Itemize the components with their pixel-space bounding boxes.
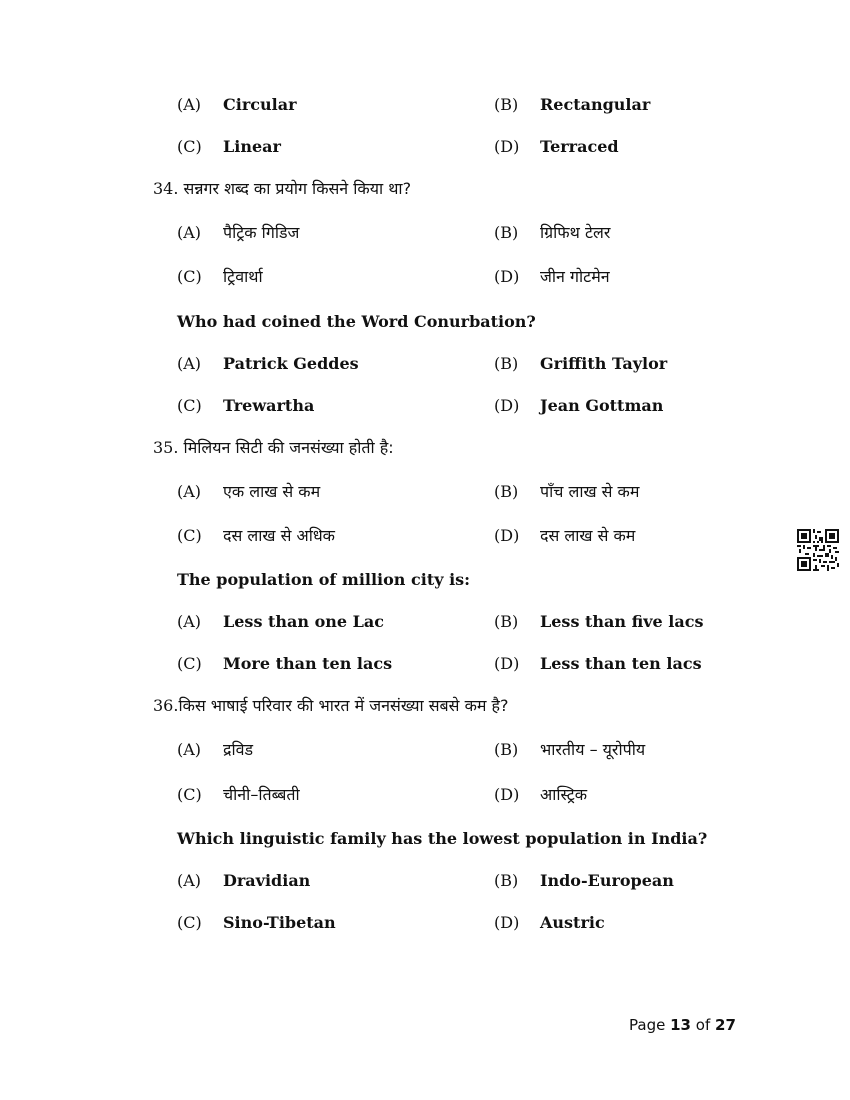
- option-d: [494, 908, 605, 938]
- option-label: (B): [494, 740, 519, 759]
- option-c: [177, 908, 336, 938]
- option-text: ट्रिवार्था: [223, 267, 263, 286]
- options-row: [0, 521, 850, 551]
- option-c: [177, 780, 300, 810]
- option-label: (D): [494, 267, 520, 286]
- option-label: (D): [494, 137, 520, 156]
- options-row: [0, 90, 850, 120]
- option-d: [494, 391, 663, 421]
- page-of: of: [695, 1016, 711, 1034]
- option-a: [177, 477, 320, 507]
- options-row: [0, 735, 850, 765]
- option-label: (A): [177, 223, 202, 242]
- option-d: [494, 132, 619, 162]
- option-label: (C): [177, 526, 202, 545]
- option-label: (A): [177, 95, 202, 114]
- option-d: [494, 262, 610, 292]
- option-b: [494, 735, 645, 765]
- options-row: [0, 132, 850, 162]
- option-label: (C): [177, 396, 202, 415]
- question-35-hindi: [153, 433, 394, 463]
- option-text: आस्ट्रिक: [540, 785, 588, 804]
- option-text: पाँच लाख से कम: [540, 482, 640, 501]
- option-label: (D): [494, 526, 520, 545]
- option-d: [494, 649, 702, 679]
- option-a: [177, 607, 384, 637]
- question-34-english: Who had coined the Word Conurbation?: [177, 312, 536, 331]
- option-text: Less than one Lac: [223, 612, 385, 631]
- option-b: [494, 477, 639, 507]
- question-number: 36.: [153, 696, 179, 715]
- option-a: [177, 735, 253, 765]
- options-row: [0, 391, 850, 421]
- option-label: (B): [494, 354, 519, 373]
- options-row: [0, 866, 850, 896]
- option-text: दस लाख से अधिक: [223, 526, 335, 545]
- option-text: Less than five lacs: [540, 612, 704, 631]
- option-label: (C): [177, 654, 202, 673]
- option-text: Griffith Taylor: [540, 354, 668, 373]
- option-label: (B): [494, 482, 519, 501]
- page-number: [629, 1014, 736, 1036]
- option-text: भारतीय – यूरोपीय: [540, 740, 646, 759]
- option-b: [494, 218, 610, 248]
- option-label: (C): [177, 785, 202, 804]
- option-label: (C): [177, 267, 202, 286]
- option-text: दस लाख से कम: [540, 526, 636, 545]
- option-b: [494, 607, 703, 637]
- page-current: 13: [670, 1016, 691, 1034]
- options-row: [0, 349, 850, 379]
- page-total: 27: [715, 1016, 736, 1034]
- option-label: (B): [494, 223, 519, 242]
- option-c: [177, 521, 335, 551]
- option-c: [177, 262, 263, 292]
- option-label: (A): [177, 354, 202, 373]
- option-c: [177, 391, 314, 421]
- question-number: 35.: [153, 438, 179, 457]
- question-text-hindi: सन्नगर शब्द का प्रयोग किसने किया था?: [183, 179, 412, 198]
- question-number: 34.: [153, 179, 179, 198]
- option-label: (A): [177, 482, 202, 501]
- option-b: [494, 866, 674, 896]
- question-36-english: Which linguistic family has the lowest population in India?: [177, 829, 708, 848]
- option-c: [177, 649, 392, 679]
- options-row: [0, 477, 850, 507]
- option-a: [177, 218, 299, 248]
- option-text: Sino-Tibetan: [223, 913, 336, 932]
- option-label: (D): [494, 654, 520, 673]
- option-text: द्रविड: [223, 740, 254, 759]
- option-text: Less than ten lacs: [540, 654, 702, 673]
- qr-code-icon: [797, 529, 839, 571]
- option-text: Linear: [223, 137, 281, 156]
- option-label: (A): [177, 871, 202, 890]
- option-a: [177, 349, 359, 379]
- option-text: Dravidian: [223, 871, 311, 890]
- options-row: [0, 649, 850, 679]
- option-a: [177, 866, 310, 896]
- option-text: Terraced: [540, 137, 619, 156]
- option-text: जीन गोटमेन: [540, 267, 610, 286]
- option-label: (C): [177, 137, 202, 156]
- option-text: चीनी–तिब्बती: [223, 785, 300, 804]
- option-label: (D): [494, 785, 520, 804]
- option-text: Rectangular: [540, 95, 651, 114]
- option-a: [177, 90, 297, 120]
- option-text: More than ten lacs: [223, 654, 393, 673]
- option-text: Patrick Geddes: [223, 354, 359, 373]
- option-b: [494, 90, 650, 120]
- page-prefix: Page: [629, 1016, 666, 1034]
- option-text: पैट्रिक गिडिज: [223, 223, 300, 242]
- question-36-hindi: [153, 691, 509, 721]
- option-label: (B): [494, 871, 519, 890]
- option-d: [494, 521, 635, 551]
- option-label: (B): [494, 95, 519, 114]
- options-row: [0, 607, 850, 637]
- option-text: Trewartha: [223, 396, 315, 415]
- option-text: एक लाख से कम: [223, 482, 321, 501]
- option-label: (A): [177, 740, 202, 759]
- question-34-hindi: [153, 174, 411, 204]
- option-label: (C): [177, 913, 202, 932]
- question-text-hindi: मिलियन सिटी की जनसंख्या होती है:: [183, 438, 394, 457]
- option-label: (A): [177, 612, 202, 631]
- options-row: [0, 780, 850, 810]
- options-row: [0, 908, 850, 938]
- option-b: [494, 349, 667, 379]
- option-d: [494, 780, 587, 810]
- question-text-hindi: किस भाषाई परिवार की भारत में जनसंख्या सबसे कम है?: [178, 696, 509, 715]
- option-label: (D): [494, 396, 520, 415]
- options-row: [0, 262, 850, 292]
- option-text: Jean Gottman: [540, 396, 664, 415]
- question-35-english: The population of million city is:: [177, 570, 471, 589]
- option-label: (D): [494, 913, 520, 932]
- option-text: Indo-European: [540, 871, 674, 890]
- option-c: [177, 132, 281, 162]
- option-text: Circular: [223, 95, 297, 114]
- options-row: [0, 218, 850, 248]
- option-text: Austric: [540, 913, 605, 932]
- option-label: (B): [494, 612, 519, 631]
- option-text: ग्रिफिथ टेलर: [540, 223, 611, 242]
